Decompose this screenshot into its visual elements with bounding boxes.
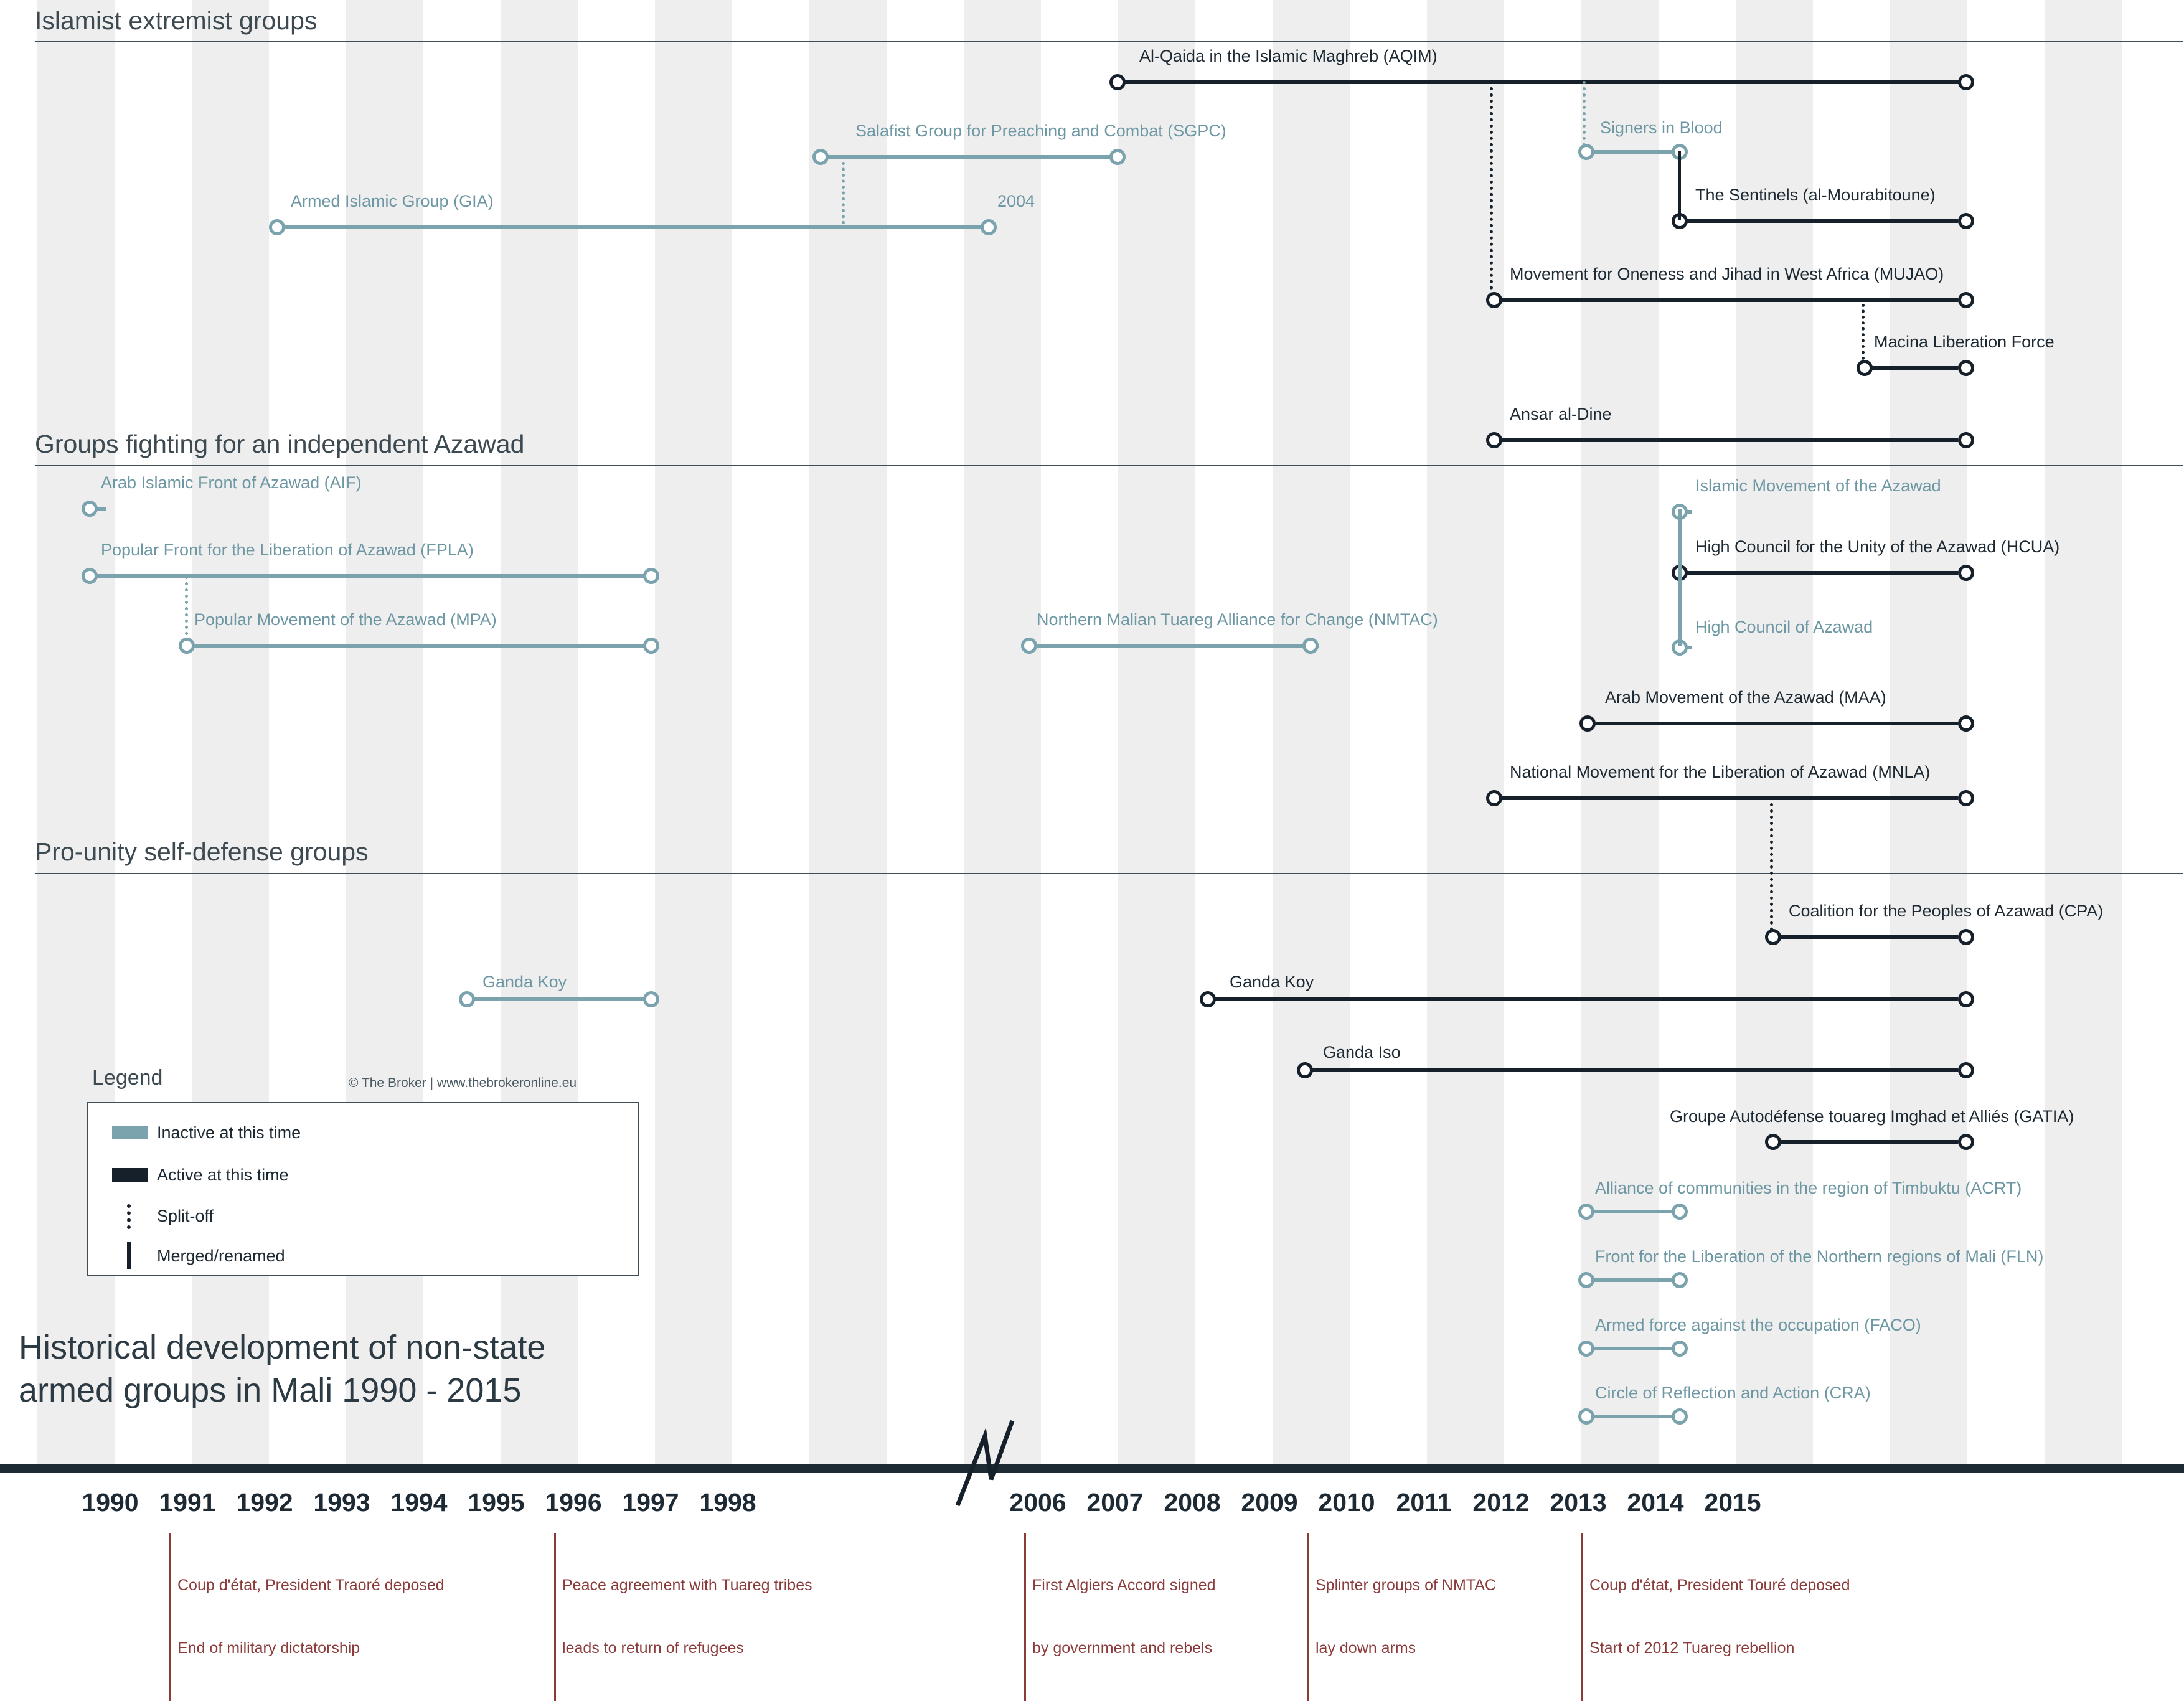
group-bar-ganda-iso	[1307, 1068, 1958, 1072]
group-bar-fln	[1586, 1278, 1680, 1282]
legend-swatch-split-off	[127, 1204, 131, 1229]
event-annotation	[1307, 1533, 1496, 1701]
group-node-end-ganda-koy-active[interactable]	[1958, 991, 1974, 1007]
year-label: 2010	[1318, 1488, 1375, 1517]
group-bar-faco	[1586, 1347, 1680, 1350]
group-node-start-gatia[interactable]	[1765, 1134, 1781, 1150]
group-bar-hcua	[1680, 571, 1958, 575]
event-line1: Coup d'état, President Touré deposed	[1589, 1576, 1850, 1594]
group-label-nmtac: Northern Malian Tuareg Alliance for Change (NMTAC)	[1037, 610, 1438, 629]
group-bar-ansar-al-dine	[1494, 438, 1958, 442]
legend-box	[87, 1102, 639, 1276]
event-line2: End of military dictatorship	[177, 1639, 360, 1657]
group-node-end-sgpc[interactable]	[1109, 149, 1126, 165]
group-node-start-acrt[interactable]	[1578, 1204, 1594, 1220]
year-band	[1273, 0, 1350, 1469]
group-bar-aqim	[1118, 80, 1966, 84]
year-label: 2011	[1396, 1488, 1452, 1517]
group-node-start-sgpc[interactable]	[812, 149, 829, 165]
year-label: 2006	[1009, 1488, 1066, 1517]
group-label-ansar-al-dine: Ansar al-Dine	[1510, 405, 1612, 423]
group-bar-macina	[1865, 366, 1958, 370]
split-line-fpla-mpa	[185, 576, 188, 641]
group-node-start-nmtac[interactable]	[1021, 638, 1037, 654]
group-bar-sentinels	[1680, 219, 1958, 223]
section-title-islamist: Islamist extremist groups	[35, 6, 318, 35]
group-node-aif[interactable]	[82, 501, 98, 517]
year-label: 2008	[1164, 1488, 1221, 1517]
group-node-end-cpa[interactable]	[1958, 929, 1974, 945]
group-node-start-cra[interactable]	[1578, 1408, 1594, 1425]
group-label-maa: Arab Movement of the Azawad (MAA)	[1605, 688, 1886, 707]
legend-title: Legend	[92, 1066, 163, 1090]
group-bar-mnla	[1494, 796, 1958, 800]
group-bar-acrt	[1586, 1210, 1680, 1213]
group-node-end-sentinels[interactable]	[1958, 213, 1974, 229]
event-line1: Coup d'état, President Traoré deposed	[177, 1576, 445, 1594]
section-title-azawad: Groups fighting for an independent Azawad	[35, 430, 525, 458]
group-node-end-gia[interactable]	[981, 219, 997, 235]
year-label: 1990	[82, 1488, 139, 1517]
group-label-mpa: Popular Movement of the Azawad (MPA)	[194, 610, 497, 629]
group-node-end-mnla[interactable]	[1958, 790, 1974, 806]
group-label-fpla: Popular Front for the Liberation of Azawad (FPLA)	[101, 540, 474, 559]
group-label-signers-in-blood: Signers in Blood	[1600, 118, 1723, 137]
section-rule-prounity	[35, 873, 2183, 874]
group-node-end-fpla[interactable]	[643, 568, 659, 584]
event-line1: Peace agreement with Tuareg tribes	[562, 1576, 812, 1594]
group-bar-cpa	[1773, 935, 1958, 939]
group-bar-ganda-koy-inactive	[467, 997, 652, 1001]
group-node-start-ganda-koy-active[interactable]	[1200, 991, 1216, 1007]
group-bar-nmtac	[1029, 644, 1319, 648]
page-title	[19, 1326, 545, 1412]
legend-swatch-merged	[127, 1242, 131, 1269]
group-label-aif: Arab Islamic Front of Azawad (AIF)	[101, 473, 362, 492]
group-bar-gatia	[1773, 1140, 1958, 1144]
copyright-notice: © The Broker | www.thebrokeronline.eu	[349, 1076, 577, 1090]
group-node-end-ansar-al-dine[interactable]	[1958, 432, 1974, 448]
merge-line-signers-sentinels	[1678, 151, 1681, 220]
event-line1: First Algiers Accord signed	[1032, 1576, 1216, 1594]
group-label-ganda-koy-inactive: Ganda Koy	[482, 973, 567, 991]
group-label-fln: Front for the Liberation of the Northern regions of Mali (FLN)	[1595, 1247, 2044, 1266]
legend-label-active: Active at this time	[157, 1166, 289, 1184]
group-label-hcua: High Council for the Unity of the Azawad (HCUA)	[1695, 537, 2060, 556]
group-bar-ganda-koy-active	[1214, 997, 1958, 1001]
event-annotation	[169, 1533, 445, 1701]
year-band	[964, 0, 1041, 1469]
group-bar-mujao	[1494, 298, 1958, 302]
group-node-end-cra[interactable]	[1672, 1408, 1688, 1425]
group-label-mnla: National Movement for the Liberation of Azawad (MNLA)	[1510, 763, 1931, 781]
legend-label-inactive: Inactive at this time	[157, 1123, 301, 1142]
group-label-ganda-koy-active: Ganda Koy	[1230, 973, 1314, 991]
event-annotation	[1024, 1533, 1216, 1701]
group-label-macina: Macina Liberation Force	[1874, 332, 2055, 351]
group-node-start-gia[interactable]	[269, 219, 285, 235]
year-label: 1994	[390, 1488, 448, 1517]
split-line-gia-sgpc	[842, 162, 845, 224]
section-title-prounity: Pro-unity self-defense groups	[35, 837, 369, 866]
group-label-gatia: Groupe Autodéfense touareg Imghad et Alliés (GATIA)	[1670, 1107, 2074, 1126]
year-band	[2045, 0, 2122, 1469]
group-node-end-macina[interactable]	[1958, 360, 1974, 376]
legend-swatch-active	[112, 1168, 148, 1182]
page-title-line2: armed groups in Mali 1990 - 2015	[19, 1372, 522, 1410]
legend-label-merged: Merged/renamed	[157, 1246, 285, 1265]
section-rule-azawad	[35, 465, 2183, 466]
year-label: 2015	[1704, 1488, 1761, 1517]
group-node-end-fln[interactable]	[1672, 1272, 1688, 1288]
legend-swatch-inactive	[112, 1126, 148, 1139]
group-node-end-hcua[interactable]	[1958, 565, 1974, 581]
group-bar-fpla	[93, 574, 651, 578]
section-rule-islamist	[35, 41, 2183, 42]
group-node-start-fln[interactable]	[1578, 1272, 1594, 1288]
group-node-start-maa[interactable]	[1579, 715, 1596, 732]
inline-label-2004: 2004	[997, 192, 1035, 210]
event-line2: leads to return of refugees	[562, 1639, 744, 1657]
group-label-ganda-iso: Ganda Iso	[1323, 1043, 1401, 1062]
group-node-start-ansar-al-dine[interactable]	[1486, 432, 1502, 448]
group-node-end-mujao[interactable]	[1958, 292, 1974, 308]
year-label: 2014	[1627, 1488, 1684, 1517]
event-line2: Start of 2012 Tuareg rebellion	[1589, 1639, 1795, 1657]
year-label: 1996	[545, 1488, 602, 1517]
year-label: 2013	[1550, 1488, 1607, 1517]
group-bar-signers-in-blood	[1586, 150, 1680, 154]
group-node-start-mujao[interactable]	[1486, 292, 1502, 308]
group-node-start-cpa[interactable]	[1765, 929, 1781, 945]
group-label-acrt: Alliance of communities in the region of Timbuktu (ACRT)	[1595, 1179, 2022, 1197]
year-label: 1993	[313, 1488, 370, 1517]
group-node-start-macina[interactable]	[1857, 360, 1873, 376]
group-node-start-fpla[interactable]	[82, 568, 98, 584]
group-node-end-ganda-iso[interactable]	[1958, 1062, 1974, 1078]
group-node-end-nmtac[interactable]	[1302, 638, 1319, 654]
event-annotation	[554, 1533, 812, 1701]
event-line1: Splinter groups of NMTAC	[1316, 1576, 1496, 1594]
group-label-aqim: Al-Qaida in the Islamic Maghreb (AQIM)	[1139, 47, 1438, 65]
group-node-end-acrt[interactable]	[1672, 1204, 1688, 1220]
split-line-mnla-cpa	[1770, 797, 1773, 931]
group-bar-sgpc	[821, 155, 1118, 159]
group-bar-gia	[277, 225, 989, 229]
group-node-end-maa[interactable]	[1958, 715, 1974, 732]
group-label-sentinels: The Sentinels (al-Mourabitoune)	[1695, 186, 1936, 204]
legend-label-split-off: Split-off	[157, 1207, 214, 1225]
group-node-end-gatia[interactable]	[1958, 1134, 1974, 1150]
page-title-line1: Historical development of non-state	[19, 1329, 546, 1366]
group-node-end-faco[interactable]	[1672, 1341, 1688, 1357]
year-label: 2009	[1241, 1488, 1298, 1517]
group-label-faco: Armed force against the occupation (FACO)	[1595, 1316, 1921, 1334]
group-node-end-ganda-koy-inactive[interactable]	[643, 991, 659, 1007]
group-bar-mpa	[187, 644, 651, 648]
year-label: 1995	[468, 1488, 525, 1517]
group-node-start-signers-in-blood[interactable]	[1578, 144, 1594, 160]
group-label-cra: Circle of Reflection and Action (CRA)	[1595, 1383, 1871, 1402]
year-band	[809, 0, 887, 1469]
split-line-mujao-macina	[1862, 304, 1865, 360]
year-band	[655, 0, 732, 1469]
group-label-cpa: Coalition for the Peoples of Azawad (CPA)	[1789, 902, 2104, 920]
group-label-mujao: Movement for Oneness and Jihad in West Africa (MUJAO)	[1510, 265, 1944, 283]
timeline-axis	[0, 1464, 2184, 1473]
group-label-islamic-movement-azawad: Islamic Movement of the Azawad	[1695, 476, 1941, 495]
split-line-aqim-signers	[1583, 81, 1586, 146]
group-node-start-ganda-koy-inactive[interactable]	[459, 991, 475, 1007]
group-label-sgpc: Salafist Group for Preaching and Combat (SGPC)	[855, 121, 1226, 140]
group-node-start-faco[interactable]	[1578, 1341, 1594, 1357]
event-line2: by government and rebels	[1032, 1639, 1213, 1657]
group-bar-cra	[1586, 1415, 1680, 1418]
group-node-start-aqim[interactable]	[1109, 74, 1126, 90]
group-node-start-mnla[interactable]	[1486, 790, 1502, 806]
year-label: 2012	[1472, 1488, 1530, 1517]
merge-line-hcua	[1678, 509, 1682, 646]
event-line2: lay down arms	[1316, 1639, 1416, 1657]
group-label-gia: Armed Islamic Group (GIA)	[291, 192, 494, 210]
group-node-end-aqim[interactable]	[1958, 74, 1974, 90]
year-label: 1997	[622, 1488, 679, 1517]
event-annotation	[1581, 1533, 1850, 1701]
split-line-aqim-mujao	[1490, 81, 1493, 296]
group-node-end-mpa[interactable]	[643, 638, 659, 654]
year-label: 1991	[159, 1488, 216, 1517]
group-node-start-ganda-iso[interactable]	[1297, 1062, 1313, 1078]
year-label: 1992	[236, 1488, 293, 1517]
year-band	[1118, 0, 1195, 1469]
group-bar-maa	[1588, 722, 1958, 725]
group-label-high-council-azawad: High Council of Azawad	[1695, 618, 1873, 636]
year-label: 1998	[699, 1488, 756, 1517]
year-label: 2007	[1086, 1488, 1144, 1517]
